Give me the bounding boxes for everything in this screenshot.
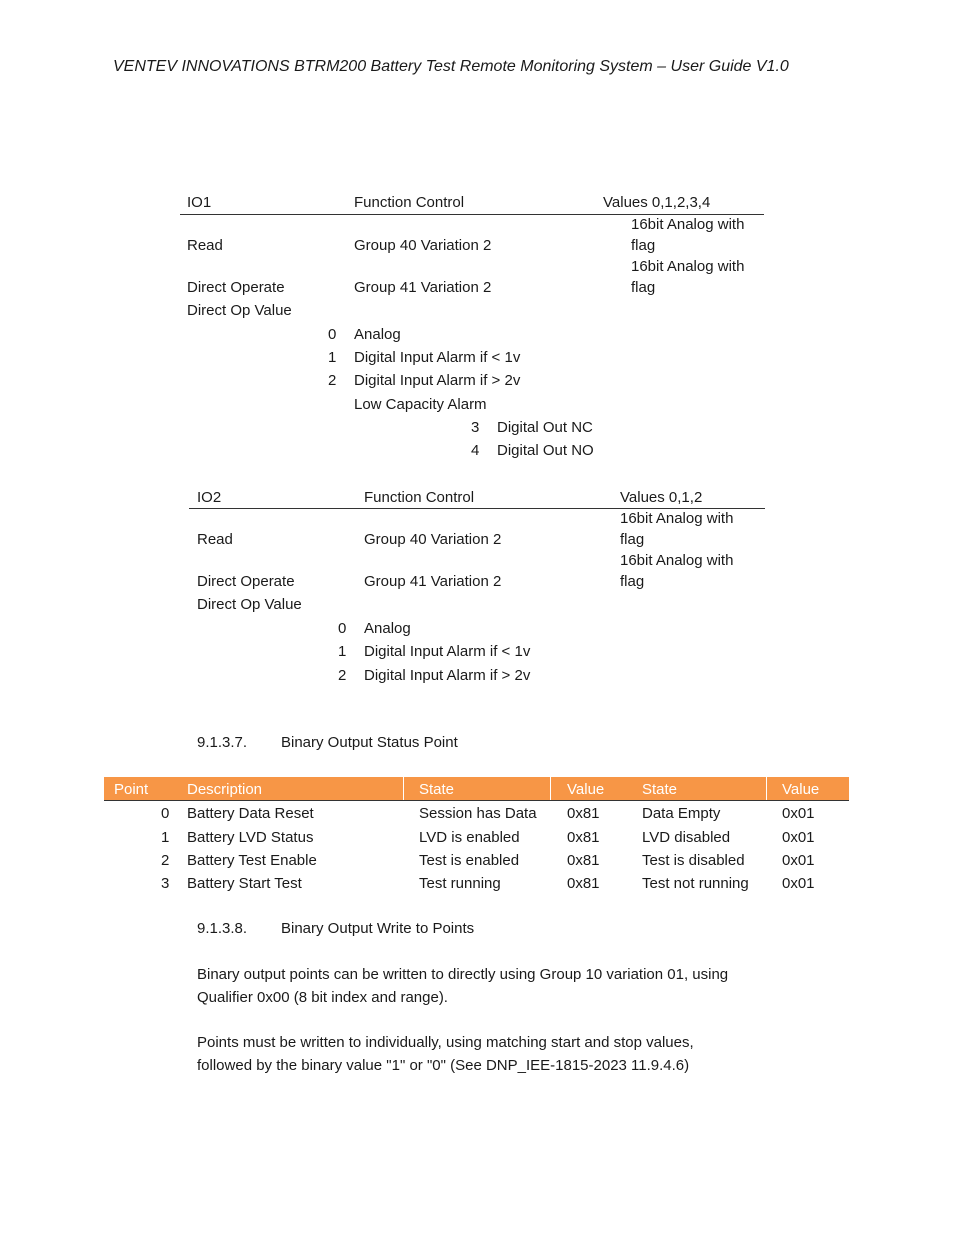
io1-col-values: Values 0,1,2,3,4 [603, 194, 711, 211]
th-value-on: Value [567, 781, 605, 798]
io1-op-value-label: Direct Op Value [187, 302, 292, 319]
io1-read-value-line1: 16bit Analog with [631, 216, 745, 233]
io1-direct-value-line2: flag [631, 279, 656, 296]
io1-sub-option-num: 3 [471, 419, 480, 436]
section-937-title: Binary Output Status Point [281, 734, 458, 751]
io2-col-values: Values 0,1,2 [620, 489, 703, 506]
cell-state-on: Test running [419, 875, 501, 892]
th-state-on: State [419, 781, 455, 798]
io2-read-value-line2: flag [620, 531, 645, 548]
io1-col-function: Function Control [354, 194, 465, 211]
paragraph-1-line-1: Binary output points can be written to directly using Group 10 variation 01, using [197, 966, 729, 983]
io1-option-text: Analog [354, 326, 401, 343]
io1-option-num: 2 [328, 372, 337, 389]
io2-read-label: Read [197, 531, 233, 548]
cell-description: Battery Test Enable [187, 852, 317, 869]
cell-point: 0 [161, 805, 170, 822]
io1-direct-label: Direct Operate [187, 279, 285, 296]
io2-option-text: Analog [364, 620, 411, 637]
cell-state-on: Session has Data [419, 805, 537, 822]
io1-col-label: IO1 [187, 194, 212, 211]
cell-state-off: LVD disabled [642, 829, 731, 846]
io1-sub-option-text: Digital Out NC [497, 419, 593, 436]
cell-description: Battery Start Test [187, 875, 302, 892]
section-938-title: Binary Output Write to Points [281, 920, 475, 937]
cell-value-off: 0x01 [782, 829, 815, 846]
io2-col-function: Function Control [364, 489, 475, 506]
paragraph-1-line-2: Qualifier 0x00 (8 bit index and range). [197, 989, 448, 1006]
cell-point: 3 [161, 875, 170, 892]
cell-state-off: Test not running [642, 875, 749, 892]
th-description: Description [187, 781, 263, 798]
io2-option-text: Digital Input Alarm if > 2v [364, 667, 531, 684]
io1-option-num: 0 [328, 326, 337, 343]
io1-option-text: Digital Input Alarm if < 1v [354, 349, 521, 366]
document-header: VENTEV INNOVATIONS BTRM200 Battery Test Remote Monitoring System – User Guide V1.0 [113, 58, 789, 75]
cell-value-off: 0x01 [782, 875, 815, 892]
cell-value-on: 0x81 [567, 852, 600, 869]
cell-state-on: LVD is enabled [419, 829, 520, 846]
io1-read-group: Group 40 Variation 2 [354, 237, 492, 254]
io1-option-text: Digital Input Alarm if > 2v [354, 372, 521, 389]
cell-state-off: Test is disabled [642, 852, 745, 869]
cell-state-on: Test is enabled [419, 852, 520, 869]
io1-low-capacity-label: Low Capacity Alarm [354, 396, 487, 413]
io2-op-value-label: Direct Op Value [197, 596, 302, 613]
io2-col-label: IO2 [197, 489, 222, 506]
io1-read-label: Read [187, 237, 223, 254]
th-value-off: Value [782, 781, 820, 798]
cell-value-on: 0x81 [567, 805, 600, 822]
cell-state-off: Data Empty [642, 805, 721, 822]
paragraph-2-line-2: followed by the binary value "1" or "0" (See DNP_IEE-1815-2023 11.9.4.6) [197, 1057, 690, 1074]
io1-direct-group: Group 41 Variation 2 [354, 279, 492, 296]
cell-point: 1 [161, 829, 170, 846]
io1-read-value-line2: flag [631, 237, 656, 254]
th-state-off: State [642, 781, 678, 798]
cell-value-off: 0x01 [782, 852, 815, 869]
io2-read-value-line1: 16bit Analog with [620, 510, 734, 527]
io2-direct-value-line1: 16bit Analog with [620, 552, 734, 569]
header-separator [403, 777, 404, 800]
io2-option-num: 1 [338, 643, 347, 660]
io1-sub-option-num: 4 [471, 442, 480, 459]
cell-description: Battery Data Reset [187, 805, 314, 822]
io2-direct-label: Direct Operate [197, 573, 295, 590]
io2-option-num: 2 [338, 667, 347, 684]
th-point: Point [114, 781, 149, 798]
header-separator [766, 777, 767, 800]
io1-option-num: 1 [328, 349, 337, 366]
io2-direct-value-line2: flag [620, 573, 645, 590]
io2-read-group: Group 40 Variation 2 [364, 531, 502, 548]
cell-value-off: 0x01 [782, 805, 815, 822]
io2-direct-group: Group 41 Variation 2 [364, 573, 502, 590]
cell-value-on: 0x81 [567, 875, 600, 892]
io1-sub-option-text: Digital Out NO [497, 442, 594, 459]
section-937-number: 9.1.3.7. [197, 734, 248, 751]
io2-option-text: Digital Input Alarm if < 1v [364, 643, 531, 660]
table-header-rule [104, 800, 849, 801]
cell-description: Battery LVD Status [187, 829, 314, 846]
io1-direct-value-line1: 16bit Analog with [631, 258, 745, 275]
cell-value-on: 0x81 [567, 829, 600, 846]
paragraph-2-line-1: Points must be written to individually, using matching start and stop values, [197, 1034, 694, 1051]
io2-option-num: 0 [338, 620, 347, 637]
section-938-number: 9.1.3.8. [197, 920, 248, 937]
header-separator [550, 777, 551, 800]
cell-point: 2 [161, 852, 170, 869]
